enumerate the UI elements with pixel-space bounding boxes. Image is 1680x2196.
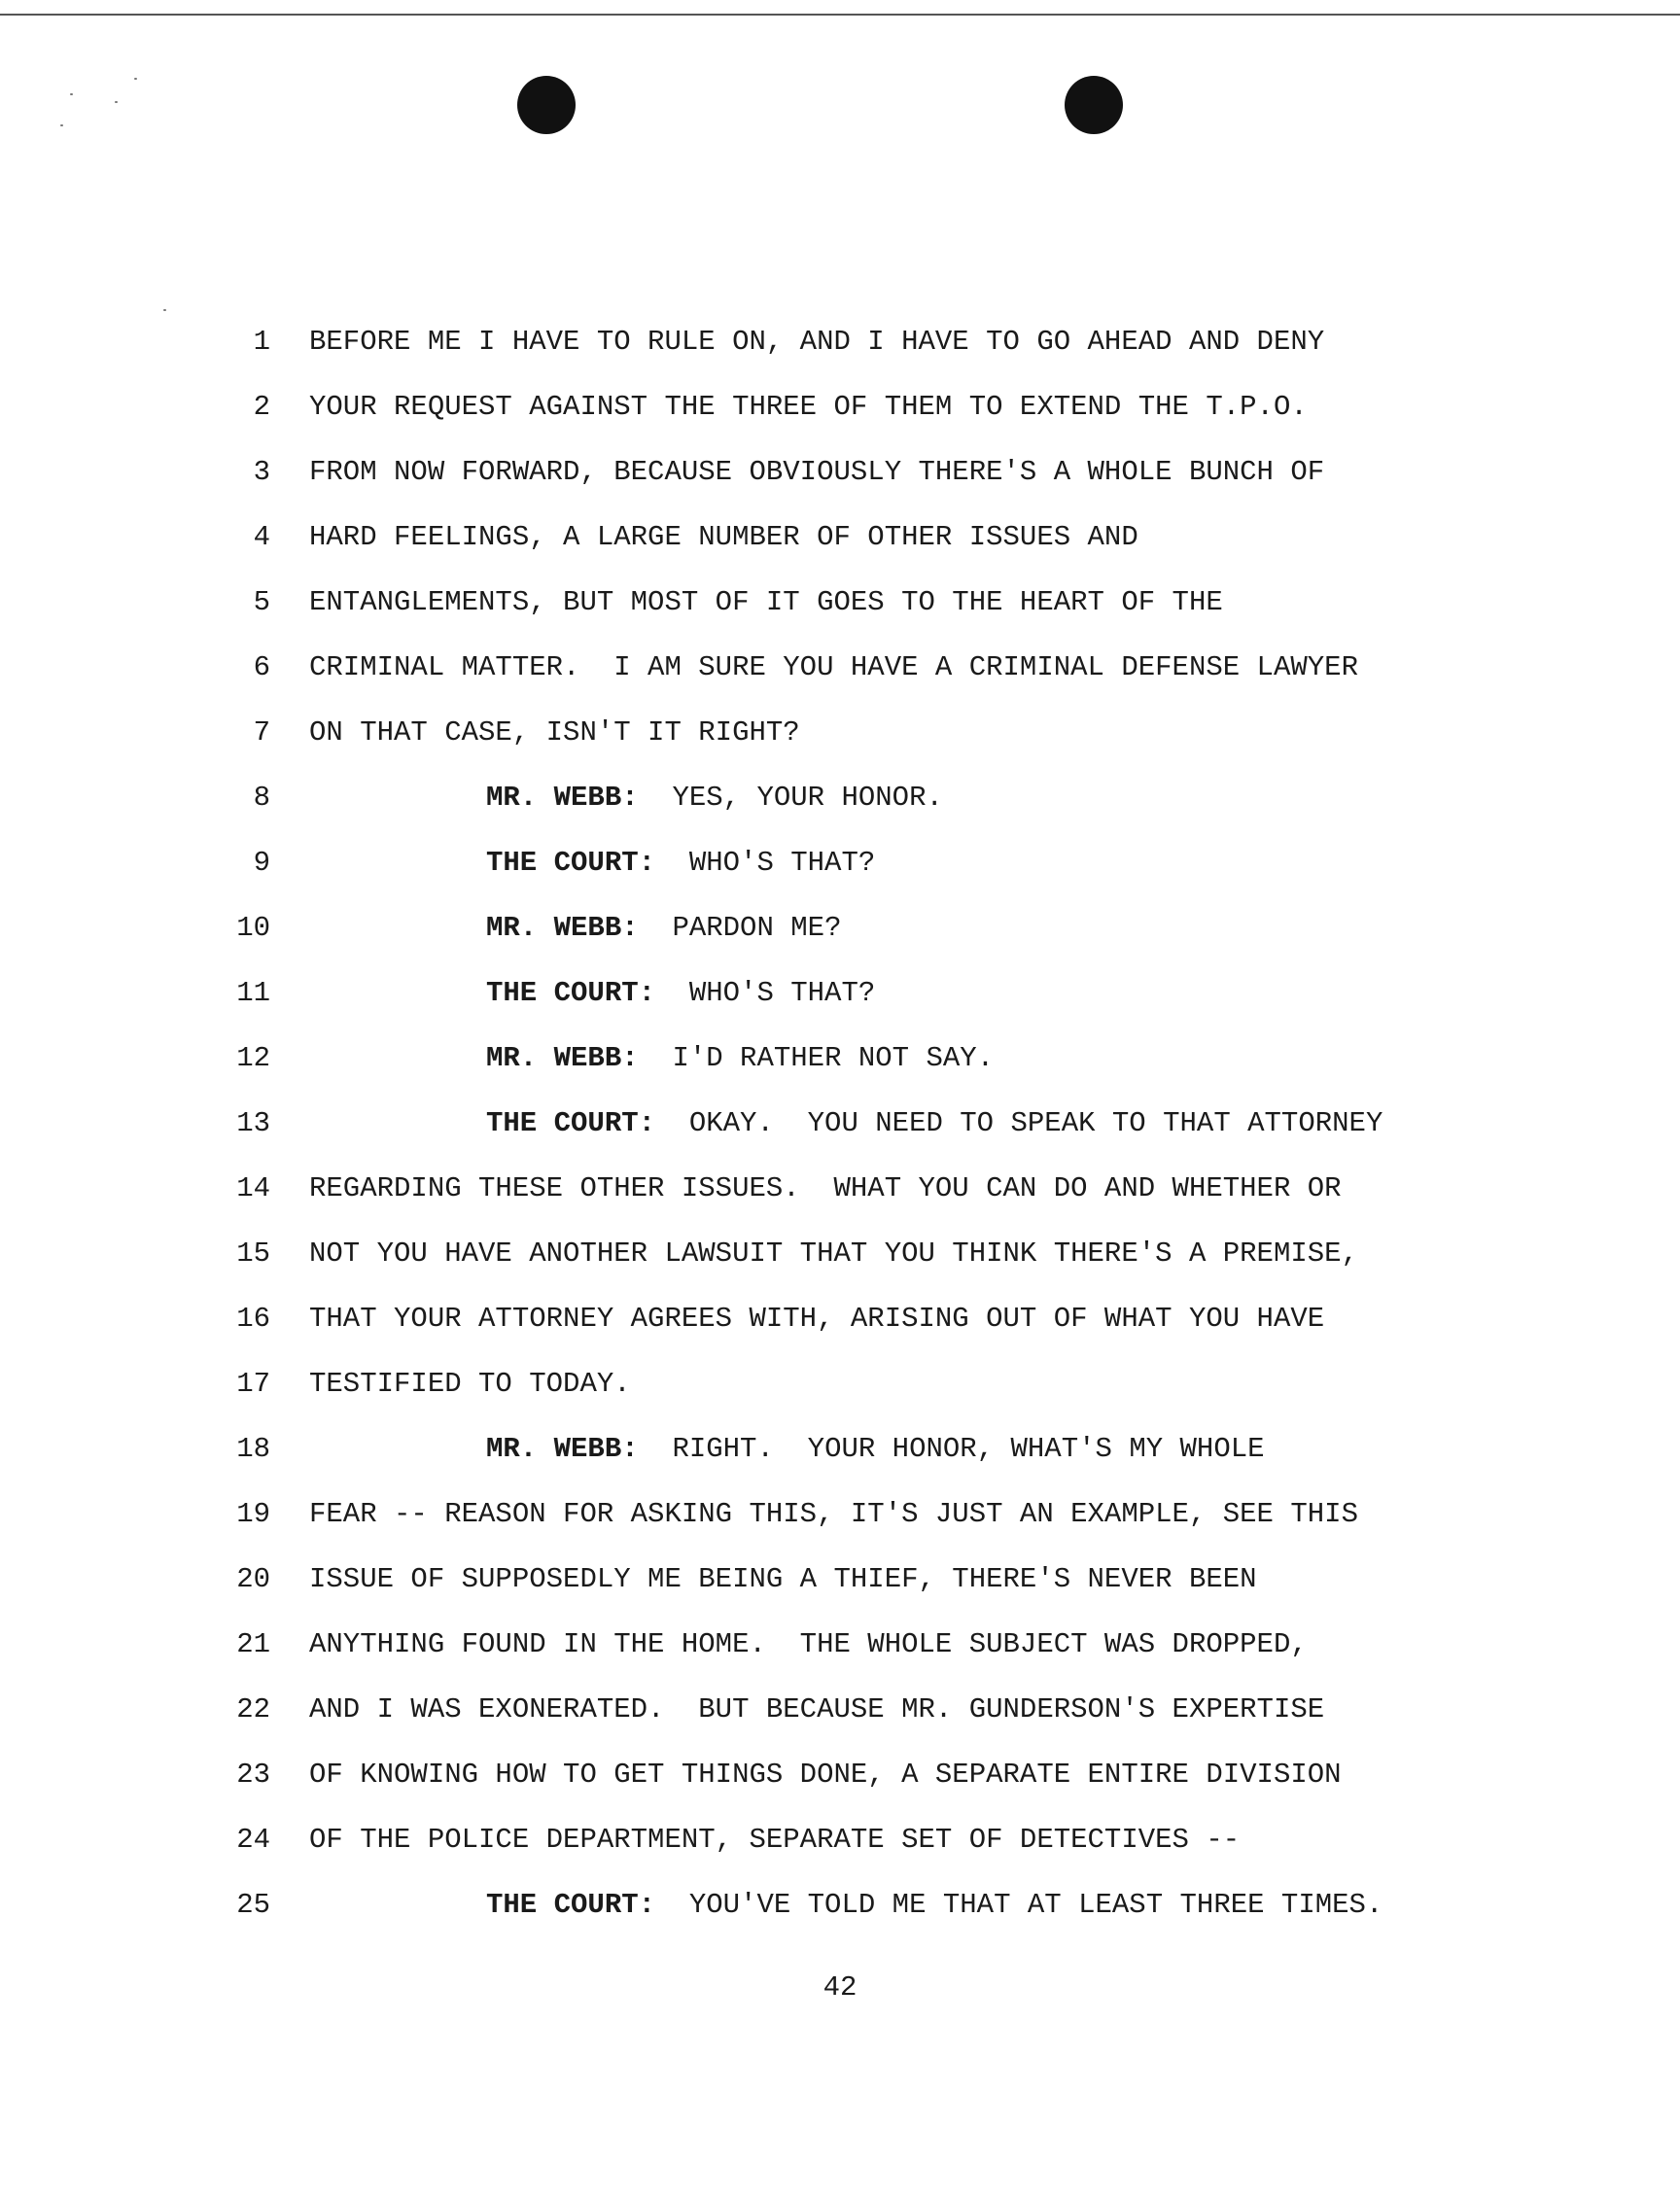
scan-speck bbox=[70, 93, 73, 95]
line-number: 22 bbox=[236, 1693, 270, 1725]
line-number: 23 bbox=[236, 1759, 270, 1791]
line-content: YES, YOUR HONOR. bbox=[638, 782, 943, 814]
line-number: 21 bbox=[236, 1628, 270, 1660]
line-text bbox=[309, 1286, 1324, 1351]
line-content: BEFORE ME I HAVE TO RULE ON, AND I HAVE TO GO AHEAD AND DENY bbox=[309, 326, 1325, 358]
transcript-line bbox=[0, 1547, 1680, 1612]
line-number: 19 bbox=[236, 1498, 270, 1530]
line-number: 7 bbox=[253, 716, 270, 749]
line-text bbox=[309, 374, 1308, 439]
line-text bbox=[309, 309, 1324, 374]
line-content: YOUR REQUEST AGAINST THE THREE OF THEM TO EXTEND THE T.P.O. bbox=[309, 391, 1308, 423]
transcript-line bbox=[0, 1286, 1680, 1351]
transcript-line bbox=[0, 1677, 1680, 1742]
transcript-line bbox=[0, 1481, 1680, 1547]
line-text bbox=[486, 830, 875, 895]
line-text bbox=[309, 505, 1138, 570]
transcript-line bbox=[0, 1742, 1680, 1807]
line-text bbox=[309, 1481, 1358, 1547]
transcript-line bbox=[0, 1612, 1680, 1677]
line-number: 8 bbox=[253, 782, 270, 814]
speaker-label: MR. WEBB: bbox=[486, 782, 639, 814]
line-content: I'D RATHER NOT SAY. bbox=[638, 1042, 995, 1074]
punch-hole-right bbox=[1065, 76, 1123, 134]
line-content: OF KNOWING HOW TO GET THINGS DONE, A SEPARATE ENTIRE DIVISION bbox=[309, 1759, 1342, 1791]
transcript-line bbox=[0, 1156, 1680, 1221]
transcript-line bbox=[0, 570, 1680, 635]
line-number: 20 bbox=[236, 1563, 270, 1595]
transcript-line bbox=[0, 374, 1680, 439]
transcript-line bbox=[0, 1026, 1680, 1091]
line-text bbox=[486, 1416, 1265, 1481]
line-number: 13 bbox=[236, 1107, 270, 1139]
line-content: WHO'S THAT? bbox=[655, 847, 876, 879]
speaker-label: THE COURT: bbox=[486, 847, 656, 879]
line-content: ENTANGLEMENTS, BUT MOST OF IT GOES TO THE HEART OF THE bbox=[309, 586, 1223, 618]
transcript-line bbox=[0, 1807, 1680, 1872]
line-content: HARD FEELINGS, A LARGE NUMBER OF OTHER ISSUES AND bbox=[309, 521, 1138, 553]
transcript-line bbox=[0, 1221, 1680, 1286]
line-number: 18 bbox=[236, 1433, 270, 1465]
line-number: 15 bbox=[236, 1237, 270, 1270]
line-text bbox=[309, 1547, 1257, 1612]
transcript-line bbox=[0, 1091, 1680, 1156]
line-number: 1 bbox=[253, 326, 270, 358]
speaker-label: MR. WEBB: bbox=[486, 1042, 639, 1074]
line-text bbox=[309, 1612, 1308, 1677]
line-number: 2 bbox=[253, 391, 270, 423]
transcript-line bbox=[0, 895, 1680, 960]
line-number: 17 bbox=[236, 1368, 270, 1400]
transcript-line bbox=[0, 700, 1680, 765]
line-number: 6 bbox=[253, 651, 270, 683]
page-number: 42 bbox=[822, 1971, 858, 2004]
line-text bbox=[309, 1742, 1342, 1807]
line-content: PARDON ME? bbox=[638, 912, 842, 944]
line-number: 3 bbox=[253, 456, 270, 488]
top-rule bbox=[0, 14, 1680, 16]
line-text bbox=[486, 895, 841, 960]
line-content: CRIMINAL MATTER. I AM SURE YOU HAVE A CRIMINAL DEFENSE LAWYER bbox=[309, 651, 1358, 683]
line-number: 9 bbox=[253, 847, 270, 879]
line-text bbox=[309, 570, 1223, 635]
speaker-label: MR. WEBB: bbox=[486, 912, 639, 944]
line-content: NOT YOU HAVE ANOTHER LAWSUIT THAT YOU THINK THERE'S A PREMISE, bbox=[309, 1237, 1358, 1270]
speaker-label: THE COURT: bbox=[486, 1107, 656, 1139]
line-content: OF THE POLICE DEPARTMENT, SEPARATE SET OF DETECTIVES -- bbox=[309, 1824, 1241, 1856]
line-content: ISSUE OF SUPPOSEDLY ME BEING A THIEF, THERE'S NEVER BEEN bbox=[309, 1563, 1257, 1595]
line-text bbox=[309, 700, 800, 765]
line-content: THAT YOUR ATTORNEY AGREES WITH, ARISING OUT OF WHAT YOU HAVE bbox=[309, 1303, 1325, 1335]
punch-hole-left bbox=[517, 76, 576, 134]
line-content: WHO'S THAT? bbox=[655, 977, 876, 1009]
speaker-label: MR. WEBB: bbox=[486, 1433, 639, 1465]
line-content: ON THAT CASE, ISN'T IT RIGHT? bbox=[309, 716, 800, 749]
line-number: 11 bbox=[236, 977, 270, 1009]
transcript-line bbox=[0, 309, 1680, 374]
line-text bbox=[309, 1156, 1342, 1221]
transcript-line bbox=[0, 505, 1680, 570]
line-number: 24 bbox=[236, 1824, 270, 1856]
scan-speck bbox=[115, 101, 118, 103]
line-content: FROM NOW FORWARD, BECAUSE OBVIOUSLY THERE'S A WHOLE BUNCH OF bbox=[309, 456, 1325, 488]
line-number: 25 bbox=[236, 1889, 270, 1921]
transcript-line bbox=[0, 1872, 1680, 1937]
line-text bbox=[309, 1807, 1240, 1872]
line-content: REGARDING THESE OTHER ISSUES. WHAT YOU CAN DO AND WHETHER OR bbox=[309, 1172, 1342, 1204]
line-text bbox=[486, 1091, 1382, 1156]
transcript-line bbox=[0, 439, 1680, 505]
line-content: AND I WAS EXONERATED. BUT BECAUSE MR. GUNDERSON'S EXPERTISE bbox=[309, 1693, 1325, 1725]
transcript-line bbox=[0, 765, 1680, 830]
line-text bbox=[486, 1872, 1382, 1937]
speaker-label: THE COURT: bbox=[486, 977, 656, 1009]
line-text bbox=[309, 439, 1324, 505]
line-text bbox=[309, 635, 1358, 700]
transcript-line bbox=[0, 830, 1680, 895]
line-text bbox=[486, 1026, 994, 1091]
scan-speck bbox=[134, 78, 137, 80]
transcript-line bbox=[0, 1351, 1680, 1416]
line-number: 14 bbox=[236, 1172, 270, 1204]
transcript-line bbox=[0, 960, 1680, 1026]
line-content: YOU'VE TOLD ME THAT AT LEAST THREE TIMES. bbox=[655, 1889, 1383, 1921]
line-content: TESTIFIED TO TODAY. bbox=[309, 1368, 631, 1400]
line-content: RIGHT. YOUR HONOR, WHAT'S MY WHOLE bbox=[638, 1433, 1265, 1465]
line-content: OKAY. YOU NEED TO SPEAK TO THAT ATTORNEY bbox=[655, 1107, 1383, 1139]
line-text bbox=[486, 765, 943, 830]
transcript-line bbox=[0, 1416, 1680, 1481]
line-text bbox=[309, 1221, 1358, 1286]
line-content: ANYTHING FOUND IN THE HOME. THE WHOLE SUBJECT WAS DROPPED, bbox=[309, 1628, 1308, 1660]
line-text bbox=[486, 960, 875, 1026]
line-number: 4 bbox=[253, 521, 270, 553]
line-text bbox=[309, 1351, 631, 1416]
scan-speck bbox=[60, 124, 63, 126]
line-number: 10 bbox=[236, 912, 270, 944]
transcript-line bbox=[0, 635, 1680, 700]
line-text bbox=[309, 1677, 1324, 1742]
speaker-label: THE COURT: bbox=[486, 1889, 656, 1921]
line-content: FEAR -- REASON FOR ASKING THIS, IT'S JUST AN EXAMPLE, SEE THIS bbox=[309, 1498, 1358, 1530]
line-number: 16 bbox=[236, 1303, 270, 1335]
line-number: 12 bbox=[236, 1042, 270, 1074]
line-number: 5 bbox=[253, 586, 270, 618]
